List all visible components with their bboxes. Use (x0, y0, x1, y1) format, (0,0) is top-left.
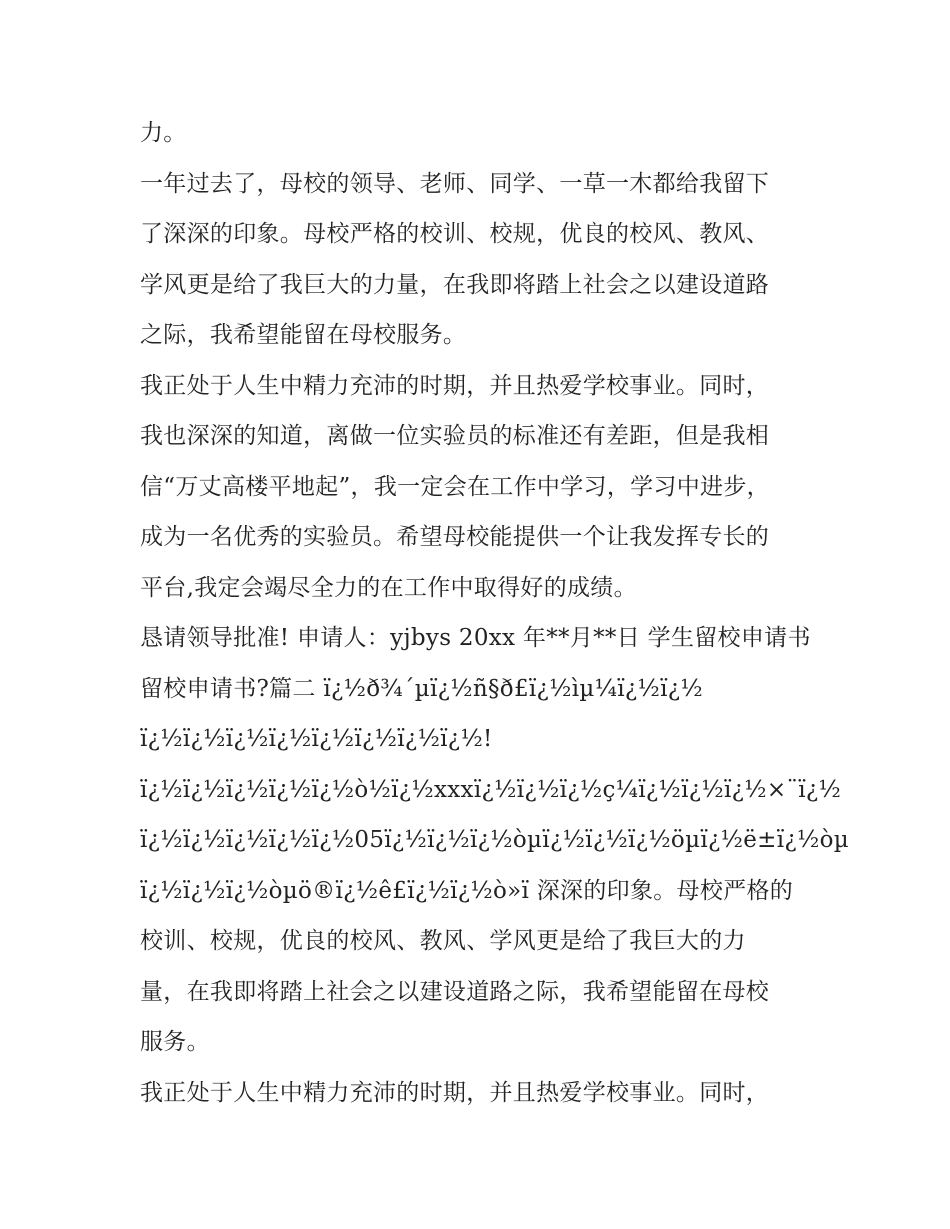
text-line: 我正处于人生中精力充沛的时期，并且热爱学校事业。同时， (140, 1079, 770, 1106)
text-line: ï¿½ï¿½ï¿½ï¿½ï¿½ò½ï¿½xxxï¿½ï¿½ï¿½ç¼ï¿½ï¿½ï¿½×¨ï¿½ (140, 776, 842, 803)
text-line: 留校申请书?篇二 ï¿½ð¾´µï¿½ñ§ð£ï¿½ìµ¼ï¿½ï¿½ (140, 675, 704, 702)
text-line: 我正处于人生中精力充沛的时期，并且热爱学校事业。同时， (140, 372, 770, 399)
text-line: 学风更是给了我巨大的力量，在我即将踏上社会之以建设道路 (140, 271, 770, 298)
document-body (140, 108, 849, 1118)
text-line: 服务。 (140, 1029, 210, 1055)
text-line: 校训、校规，优良的校风、教风、学风更是给了我巨大的力 (140, 928, 746, 954)
text-line: 信“万丈高楼平地起”，我一定会在工作中学习，学习中进步， (140, 473, 770, 500)
text-line: 了深深的印象。母校严格的校训、校规，优良的校风、教风、 (140, 221, 770, 247)
text-line: 量，在我即将踏上社会之以建设道路之际，我希望能留在母校 (140, 978, 770, 1005)
text-line: 成为一名优秀的实验员。希望母校能提供一个让我发挥专长的 (140, 524, 770, 550)
text-line: 力。 (140, 120, 187, 146)
text-line: ï¿½ï¿½ï¿½ï¿½ï¿½ï¿½ï¿½ï¿½! (140, 726, 493, 752)
text-line: ï¿½ï¿½ï¿½òµö®ï¿½ê£ï¿½ï¿½ò»ï 深深的印象。母校严格的 (140, 877, 794, 904)
text-line: 我也深深的知道，离做一位实验员的标准还有差距，但是我相 (140, 423, 770, 449)
text-line: 之际，我希望能留在母校服务。 (140, 322, 467, 348)
text-line: 一年过去了，母校的领导、老师、同学、一草一木都给我留下 (140, 170, 770, 197)
text-line: ï¿½ï¿½ï¿½ï¿½ï¿½05ï¿½ï¿½ï¿½òµï¿½ï¿½ï¿½öµï¿½ë±ï¿½òµ (140, 827, 849, 853)
text-line: 恳请领导批准! 申请人：yjbys 20xx 年**月**日 学生留校申请书 (140, 625, 811, 651)
text-line: 平台,我定会竭尽全力的在工作中取得好的成绩。 (140, 574, 637, 601)
